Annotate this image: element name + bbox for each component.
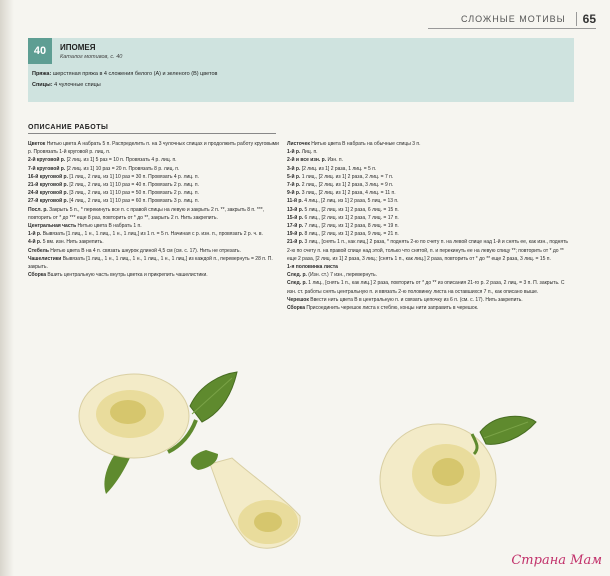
description-rule [28, 133, 276, 134]
instruction-paragraph: 15-й р. 6 лиц., [2 лиц. из 1] 2 раза, 7 лиц. = 17 п. [287, 214, 399, 221]
instruction-paragraph: Чашелистики Вывязать [1 лиц., 1 н., 1 лиц., 1 н., 1 лиц., 1 н., 1 лиц.] из каждой п., перевернуть = 28 п. П. закрыть. [28, 255, 273, 271]
yarn-line: Пряжа: шерстяная пряжа в 4 сложения белого (А) и зеленого (В) цветов [32, 71, 218, 77]
instruction-paragraph: Посл. р. Закрыть 5 п., * перекинуть все п. с правой спицы на левую и закрыть 2 п. **, закрыть 8 п. ***, повторить от * до *** еще 8 раз, повторить от * до **, закрыть 2 п. Нить закрепить. [28, 206, 265, 221]
page-number: 65 [576, 12, 596, 26]
instruction-paragraph: 2-й и все изн. р. Изн. п. [287, 157, 343, 164]
instruction-paragraph: Черешок Ввести нить цвета В в центральную п. и связать цепочку из 6 п. (см. с. 17). Нить закрепить. [287, 296, 523, 303]
header-rule [428, 28, 596, 29]
instruction-paragraph: 1-я половинка листа [287, 264, 338, 271]
section-title: СЛОЖНЫЕ МОТИВЫ [461, 14, 566, 24]
instruction-paragraph: 16-й круговой р. [1 лиц., 2 лиц. из 1] 10 раз = 30 п. Провязать 4 р. лиц. п. [28, 173, 200, 180]
instruction-paragraph: 2-й круговой р. [2 лиц. из 1] 5 раз = 10 п. Провязать 4 р. лиц. п. [28, 157, 177, 164]
instruction-paragraph: След. р. (Изн. ст.) 7 изн., перевернуть. [287, 272, 378, 279]
instruction-paragraph: 5-й р. 1 лиц., [2 лиц. из 1] 2 раза, 2 лиц. = 7 п. [287, 173, 394, 180]
catalog-reference: Каталог мотивов, с. 40 [60, 54, 123, 60]
page-header [461, 12, 596, 26]
instruction-paragraph: След. р. 1 лиц., [снять 1 п., как лиц.] 2 раза, повторить от * до ** из описания 21-го р. 2 раза, 2 лиц. = 3 п. П. закрыть. С изн. ст. работы снять центральную п. и ввязать 2-ю половинку листа на оставшихся 7 п., как описано выше. [287, 280, 565, 295]
instruction-paragraph: 7-й круговой р. [2 лиц. из 1] 10 раз = 20 п. Провязать 8 р. лиц. п. [28, 165, 180, 172]
instruction-paragraph: 3-й р. [2 лиц. из 1] 2 раза, 1 лиц. = 5 п. [287, 165, 377, 172]
pattern-name: ИПОМЕЯ [60, 43, 96, 52]
needles-line: Спицы: 4 чулочные спицы [32, 82, 101, 88]
instruction-paragraph: 4-й р. 5 вм. изн. Нить закрепить. [28, 239, 104, 246]
instruction-paragraph: 27-й круговой р. [4 лиц., 2 лиц. из 1] 10 раз = 60 п. Провязать 3 р. лиц. п. [28, 198, 200, 205]
left-column [28, 140, 284, 279]
instruction-paragraph: 11-й р. 4 лиц., [2 лиц. из 1] 2 раза, 5 лиц. = 13 п. [287, 198, 399, 205]
pattern-number: 40 [28, 38, 52, 64]
instruction-paragraph: Центральная часть Нитью цвета В набрать 1 п. [28, 223, 142, 230]
instruction-paragraph: Сборка Присоединить черешок листа к стеблю, концы нити заправить в черешок. [287, 305, 479, 312]
flower-photo-right [376, 408, 546, 558]
instruction-paragraph: 21-й круговой р. [2 лиц., 2 лиц. из 1] 10 раз = 40 п. Провязать 2 р. лиц. п. [28, 182, 200, 189]
instruction-paragraph: 9-й р. 3 лиц., [2 лиц. из 1] 2 раза, 4 лиц. = 11 п. [287, 190, 396, 197]
right-column [287, 140, 569, 312]
instruction-paragraph: Сборка Вшить центральную часть внутрь цветка и прикрепить чашелистики. [28, 272, 208, 279]
instruction-paragraph: 24-й круговой р. [3 лиц., 2 лиц. из 1] 10 раз = 50 п. Провязать 2 р. лиц. п. [28, 190, 200, 197]
pattern-info-box [28, 38, 574, 102]
instruction-paragraph: 1-й р. Вывязать [1 лиц., 1 н., 1 лиц., 1 н., 1 лиц.] из 1 п. = 5 п. Начиная с р. изн. п., провязать 2 р. ч. в. [28, 231, 263, 238]
instruction-paragraph: Стебель Нитью цвета В на 4 п. связать шнурок длиной 4,5 см (см. с. 17). Нить не отрезать. [28, 247, 241, 254]
description-title: ОПИСАНИЕ РАБОТЫ [28, 124, 109, 131]
instruction-paragraph: Листочек Нитью цвета В набрать на обычные спицы 3 п. [287, 141, 421, 147]
instruction-paragraph: 19-й р. 8 лиц., [2 лиц. из 1] 2 раза, 9 лиц. = 21 п. [287, 231, 399, 238]
instruction-paragraph: 13-й р. 5 лиц., [2 лиц. из 1] 2 раза, 6 лиц. = 15 п. [287, 206, 399, 213]
instruction-paragraph: 7-й р. 2 лиц., [2 лиц. из 1] 2 раза, 3 лиц. = 9 п. [287, 182, 394, 189]
flower-photo-left [72, 346, 322, 561]
instruction-paragraph: 1-й р. Лиц. п. [287, 149, 318, 156]
instruction-paragraph: 17-й р. 7 лиц., [2 лиц. из 1] 2 раза, 8 лиц. = 19 п. [287, 223, 399, 230]
watermark: Страна Мам [511, 553, 602, 568]
page-gutter [0, 0, 14, 576]
instruction-paragraph: Цветок Нитью цвета А набрать 5 п. Распределить п. на 3 чулочных спицах и продолжить работу круговыми р. Провязать 1-й круговой р. лиц. п. [28, 141, 279, 156]
instruction-paragraph: 21-й р. 3 лиц., [снять 1 п., как лиц.] 2 раза, * поднять 2-ю по счету п. на левой спице над 1-й и снять ее, как изн., поднять 2-ю по счету п. на правой спице над этой, только что снятой, п. и перекинуть ее на левую спицу **; повторить от * до ** еще 2 раза, [2 лиц. из 1] 2 раза, 3 лиц.; [снять 1 п., как лиц.] 2 раза, повторить от * до ** еще 2 раза, 3 лиц. = 15 п. [287, 239, 569, 262]
